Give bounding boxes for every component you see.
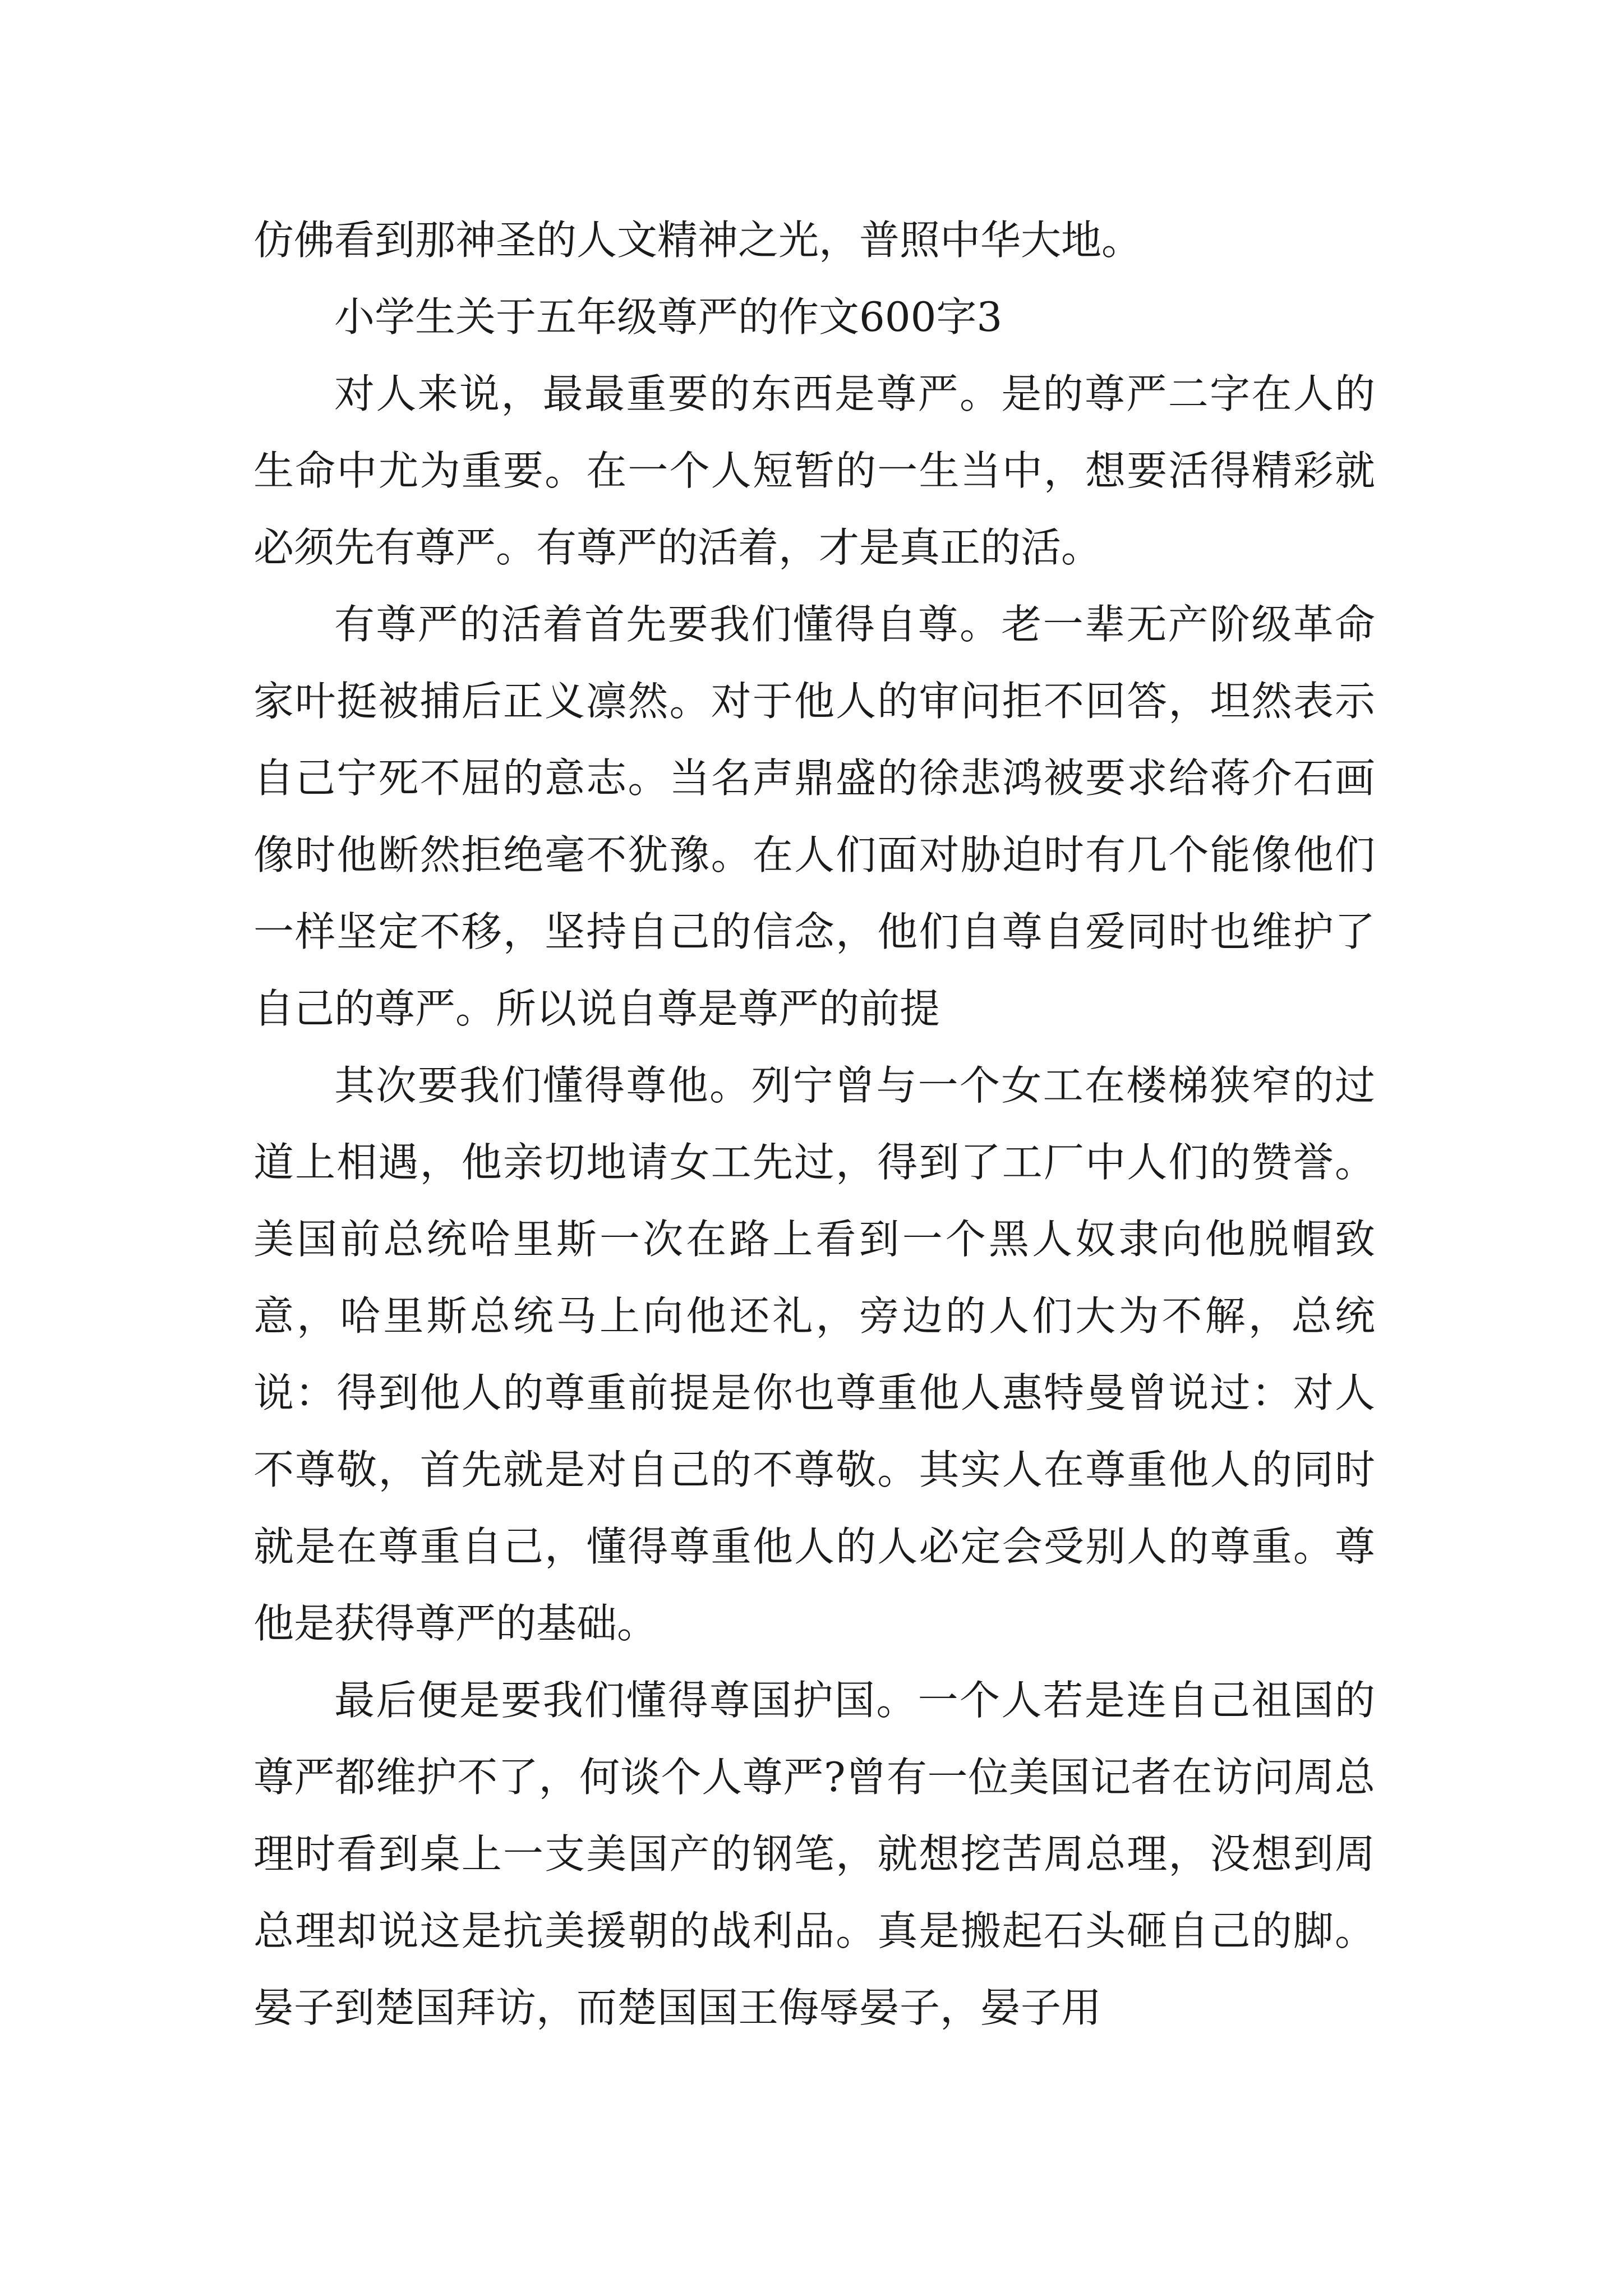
continuation-paragraph: 仿佛看到那神圣的人文精神之光，普照中华大地。 (253, 217, 1142, 264)
essay-heading: 小学生关于五年级尊严的作文600字3 (334, 293, 1003, 341)
document-body (253, 202, 1375, 2046)
paragraph-2: 有尊严的活着首先要我们懂得自尊。老一辈无产阶级革命家叶挺被捕后正义凛然。对于他人的审问拒不回答，坦然表示自己宁死不屈的意志。当名声鼎盛的徐悲鸿被要求给蒋介石画像时他断然拒绝毫不犹豫。在人们面对胁迫时有几个能像他们一样坚定不移，坚持自己的信念，他们自尊自爱同时也维护了自己的尊严。所以说自尊是尊严的前提 (253, 601, 1375, 1032)
paragraph-1: 对人来说，最最重要的东西是尊严。是的尊严二字在人的生命中尤为重要。在一个人短暂的一生当中，想要活得精彩就必须先有尊严。有尊严的活着，才是真正的活。 (253, 370, 1375, 571)
paragraph-3: 其次要我们懂得尊他。列宁曾与一个女工在楼梯狭窄的过道上相遇，他亲切地请女工先过，得到了工厂中人们的赞誉。美国前总统哈里斯一次在路上看到一个黑人奴隶向他脱帽致意，哈里斯总统马上向他还礼，旁边的人们大为不解，总统说：得到他人的尊重前提是你也尊重他人惠特曼曾说过：对人不尊敬，首先就是对自己的不尊敬。其实人在尊重他人的同时就是在尊重自己，懂得尊重他人的人必定会受别人的尊重。尊他是获得尊严的基础。 (253, 1062, 1375, 1647)
paragraph-4: 最后便是要我们懂得尊国护国。一个人若是连自己祖国的尊严都维护不了，何谈个人尊严?曾有一位美国记者在访问周总理时看到桌上一支美国产的钢笔，就想挖苦周总理，没想到周总理却说这是抗美援朝的战利品。真是搬起石头砸自己的脚。晏子到楚国拜访，而楚国国王侮辱晏子，晏子用 (253, 1677, 1375, 2031)
